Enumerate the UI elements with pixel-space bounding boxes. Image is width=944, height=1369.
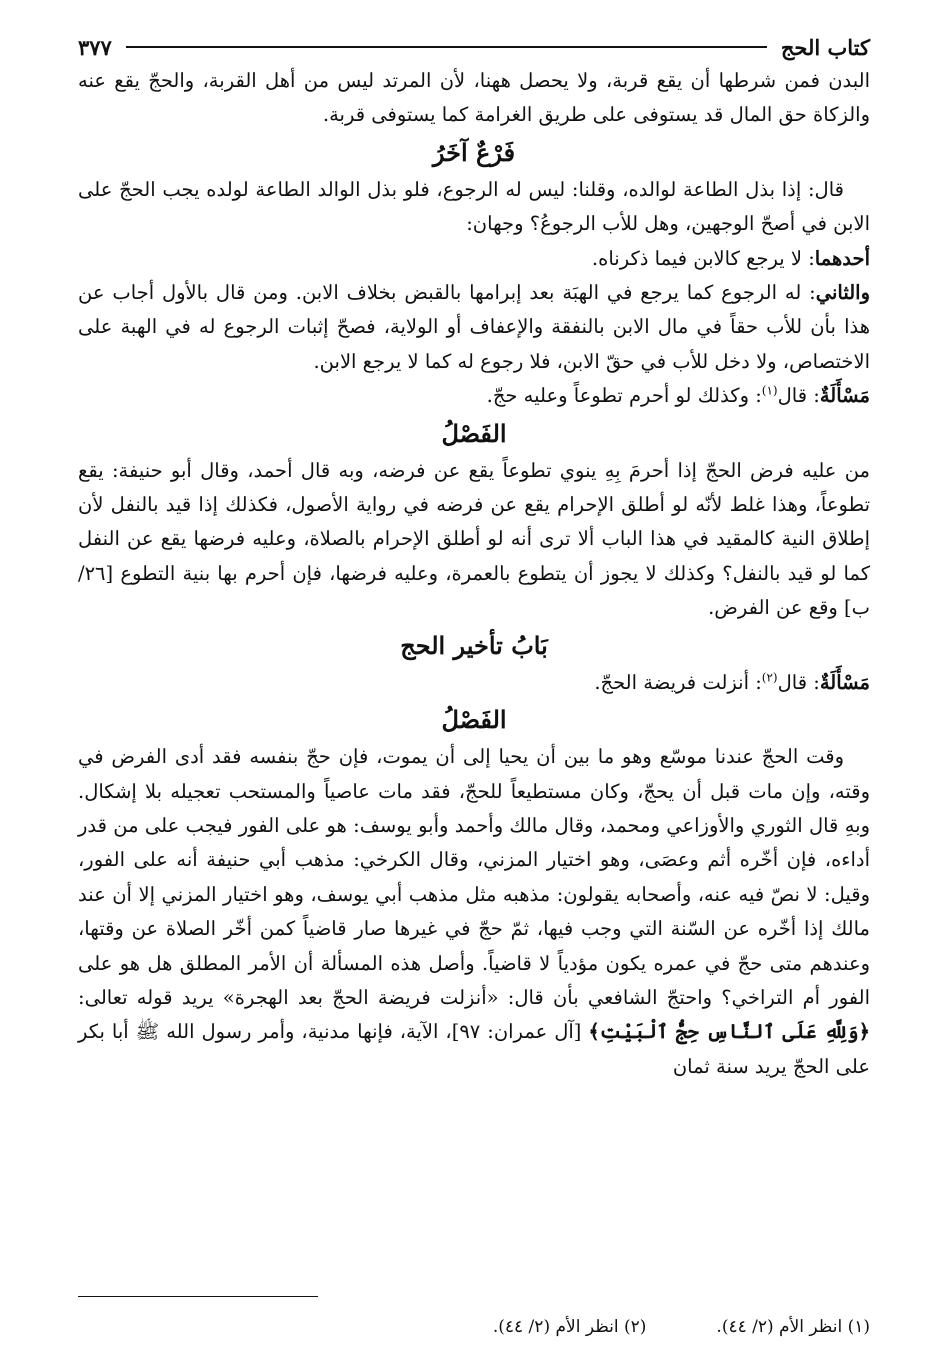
masala-2 [78, 666, 870, 700]
masala-2-text: : أنزلت فريضة الحجّ. [594, 670, 762, 694]
section-heading-fasl-2: الفَصْلُ [441, 705, 507, 735]
footnote-ref-1: (١) [761, 383, 778, 398]
masala-1-text: : وكذلك لو أحرم تطوعاً وعليه حجّ. [486, 384, 762, 408]
section-heading-fasl-1: الفَصْلُ [441, 418, 507, 448]
first-view-label: أحدهما [814, 246, 870, 270]
footnote-1: (١) انظر الأم (٢/ ٤٤). [716, 1317, 870, 1337]
running-header [78, 30, 870, 64]
second-view-text: : له الرجوع كما يرجع في الهبَة بعد إبرامها بالقبض بخلاف الابن. ومن قال بالأول أجاب عن هذا بأن للأب حقاً في مال الابن بالنفقة والإعفاف أو الولاية، فصحّ إثبات الرجوع له في الهبة على الاختصاص، ولا دخل للأب في حقّ الابن، فلا رجوع له كما لا يرجع الابن. [78, 281, 870, 373]
footnote-rule [78, 1296, 318, 1297]
section-heading-far-akhar: فَرْعٌ آخَرُ [432, 137, 516, 167]
footnote-ref-2: (٢) [761, 670, 778, 685]
paragraph-second-view [78, 276, 870, 379]
paragraph-1: البدن فمن شرطها أن يقع قربة، ولا يحصل ههنا، لأن المرتد ليس من أهل القربة، والحجّ يقع عنه والزكاة حق المال قد يستوفى على طريق الغرامة كما يستوفى قربة. [78, 69, 870, 127]
paragraph-5: من عليه فرض الحجّ إذا أحرمَ بِهِ ينوي تطوعاً يقع عن فرضه، وبه قال أحمد، وقال أبو حنيفة: يقع تطوعاً، وهذا غلط لأنّه لو أطلق الإحرام يقع عن فرضه في رواية الأصول، فكذلك إذا قيد بالنفل لأن إطلاق النية كالمقيد في هذا الباب ألا ترى أنه لو أطلق الإحرام بالصلاة، وعليه فرضها يقع عن النفل كما لو قيد بالنفل؟ وكذلك لا يجوز أن يتطوع بالعمرة، وعليه فرضها، فإن أحرم بها بنية التطوع [٢٦/ب] وقع عن الفرض. [78, 458, 870, 620]
book-page [78, 30, 870, 1337]
chapter-heading-delay-hajj: بَابُ تأخير الحج [400, 630, 548, 660]
second-view-label: والثاني [815, 281, 870, 305]
footnote-2: (٢) انظر الأم (٢/ ٤٤). [492, 1317, 647, 1337]
quran-verse: ﴿وَلِلَّهِ عَلَى ٱلنَّاسِ حِجُّ ٱلْبَيْتِ﴾ [588, 1020, 870, 1044]
paragraph-6-text-a: وقت الحجّ عندنا موسّع وهو ما بين أن يحيا إلى أن يموت، فإن حجّ بنفسه فقد أدى الفرض في وقته، وإن مات قبل أن يحجّ، وكان مستطيعاً للحجّ، فقد مات عاصياً والمستحب تعجيله بلا إشكال. وبهِ قال الثوري والأوزاعي ومحمد، وقال مالك وأحمد وأبو يوسف: هو على الفور فيجب على من قدر أداءه، فإن أخّره أثم وعصَى، وهو اختيار المزني، وقال الكرخي: مذهب أبي حنيفة أنه على الفور، وقيل: لا نصّ فيه عنه، وأصحابه يقولون: مذهبه مثل مذهب أبي يوسف، وهو اختيار المزني إلا أن عند مالك إذا أخّره عن السّنة التي وجب فيها، ثمّ حجّ في غيرها صار قاضياً كمن أخّر الصلاة عن وقتها، وعندهم متى حجّ في عمره يكون مؤدياً لا قاضياً. وأصل هذه المسألة أن الأمر المطلق هل هو على الفور أم التراخي؟ واحتجّ الشافعي بأن قال: «أنزلت فريضة الحجّ بعد الهجرة» يريد قوله تعالى: [78, 745, 870, 1009]
masala-1-label: مَسْأَلَةٌ [819, 384, 870, 408]
masala-1 [78, 379, 870, 413]
header-rule [126, 46, 767, 48]
first-view-text: : لا يرجع كالابن فيما ذكرناه. [591, 246, 815, 270]
masala-2-label: مَسْأَلَةٌ [819, 670, 870, 694]
paragraph-6 [78, 740, 870, 1084]
paragraph-2: قال: إذا بذل الطاعة لوالده، وقلنا: ليس له الرجوع، فلو بذل الوالد الطاعة لولده يجب الحجّ على الابن في أصحّ الوجهين، وهل للأب الرجوعُ؟ وجهان: [78, 177, 870, 236]
footnotes [78, 1312, 870, 1342]
book-title: كتاب الحج [780, 34, 870, 60]
paragraph-first-view [78, 242, 870, 276]
masala-1-pre: : قال [777, 384, 820, 408]
paragraph-6-text-b: [آل عمران: ٩٧]، الآية، فإنها مدنية، وأمر رسول الله ﷺ أبا بكر على الحجّ يريد سنة ثمان [78, 1020, 870, 1078]
masala-2-pre: : قال [777, 670, 820, 694]
page-number: ٣٧٧ [78, 34, 112, 60]
